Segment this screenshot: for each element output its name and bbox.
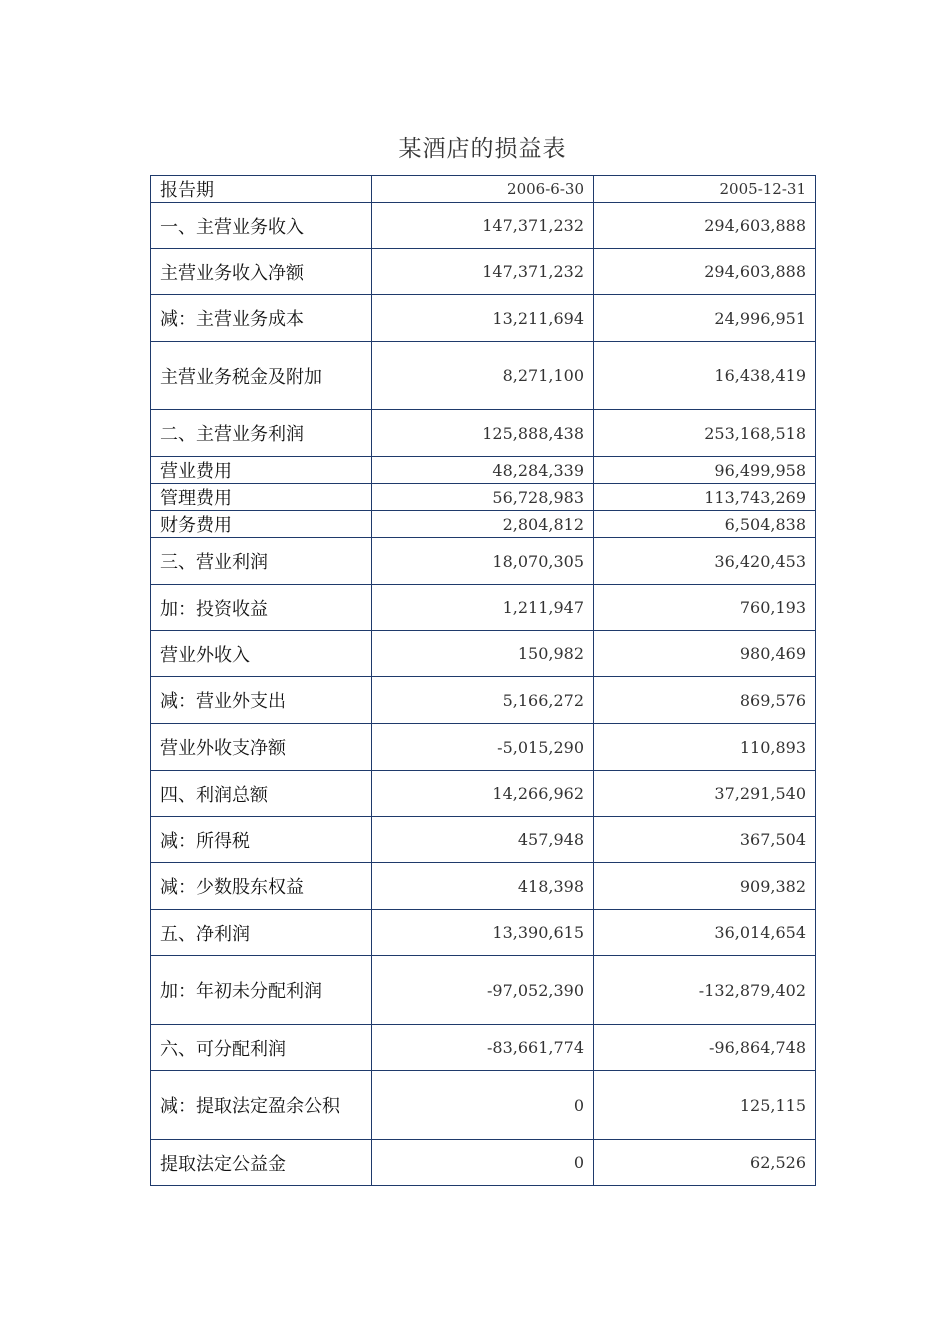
row-value-2006: 1,211,947 [372,585,594,631]
row-value-2005: 869,576 [594,677,816,724]
row-value-2006: 0 [372,1071,594,1140]
row-label: 三、营业利润 [151,538,372,585]
row-value-2005: 125,115 [594,1071,816,1140]
row-value-2005: 760,193 [594,585,816,631]
table-row [151,410,816,457]
row-value-2005: 36,420,453 [594,538,816,585]
row-value-2005: 36,014,654 [594,910,816,956]
row-value-2006: 8,271,100 [372,342,594,410]
row-value-2005: 113,743,269 [594,484,816,511]
header-date-2006: 2006-6-30 [372,176,594,203]
row-value-2006: 13,211,694 [372,295,594,342]
row-value-2005: 980,469 [594,631,816,677]
row-value-2006: 147,371,232 [372,203,594,249]
row-label: 四、利润总额 [151,771,372,817]
row-value-2006: 0 [372,1140,594,1186]
table-row [151,585,816,631]
row-value-2006: 147,371,232 [372,249,594,295]
row-value-2005: -132,879,402 [594,956,816,1025]
table-row [151,863,816,910]
row-label: 减：提取法定盈余公积 [151,1071,372,1140]
row-value-2006: 150,982 [372,631,594,677]
table-row [151,817,816,863]
row-value-2005: 294,603,888 [594,203,816,249]
row-label: 提取法定公益金 [151,1140,372,1186]
row-value-2005: 909,382 [594,863,816,910]
row-value-2005: 253,168,518 [594,410,816,457]
row-value-2005: 24,996,951 [594,295,816,342]
table-row [151,631,816,677]
table-row [151,910,816,956]
row-value-2005: 294,603,888 [594,249,816,295]
table-row [151,295,816,342]
table-row [151,203,816,249]
row-label: 营业外收支净额 [151,724,372,771]
table-row [151,1025,816,1071]
table-row [151,511,816,538]
row-value-2005: -96,864,748 [594,1025,816,1071]
row-label: 五、净利润 [151,910,372,956]
table-header-row [151,176,816,203]
row-value-2006: 2,804,812 [372,511,594,538]
row-label: 减：所得税 [151,817,372,863]
header-period-label: 报告期 [151,176,372,203]
row-value-2006: 457,948 [372,817,594,863]
row-value-2005: 37,291,540 [594,771,816,817]
row-value-2006: 14,266,962 [372,771,594,817]
row-value-2006: 5,166,272 [372,677,594,724]
row-label: 主营业务税金及附加 [151,342,372,410]
row-value-2006: -97,052,390 [372,956,594,1025]
row-label: 加：年初未分配利润 [151,956,372,1025]
row-value-2005: 367,504 [594,817,816,863]
table-row [151,771,816,817]
row-value-2006: 13,390,615 [372,910,594,956]
row-label: 营业费用 [151,457,372,484]
row-label: 二、主营业务利润 [151,410,372,457]
table-row [151,1071,816,1140]
row-label: 加：投资收益 [151,585,372,631]
table-row [151,724,816,771]
table-row [151,457,816,484]
table-row [151,249,816,295]
row-label: 营业外收入 [151,631,372,677]
income-statement-table [150,175,816,1186]
row-value-2006: 56,728,983 [372,484,594,511]
table-row [151,538,816,585]
table-row [151,677,816,724]
row-value-2006: 18,070,305 [372,538,594,585]
row-value-2006: 125,888,438 [372,410,594,457]
row-label: 财务费用 [151,511,372,538]
row-label: 减：营业外支出 [151,677,372,724]
row-value-2006: 418,398 [372,863,594,910]
table-row [151,956,816,1025]
row-value-2006: 48,284,339 [372,457,594,484]
row-label: 主营业务收入净额 [151,249,372,295]
row-label: 减：主营业务成本 [151,295,372,342]
table-row [151,1140,816,1186]
row-value-2005: 16,438,419 [594,342,816,410]
row-value-2006: -83,661,774 [372,1025,594,1071]
row-value-2005: 62,526 [594,1140,816,1186]
row-label: 减：少数股东权益 [151,863,372,910]
row-value-2005: 6,504,838 [594,511,816,538]
report-title: 某酒店的损益表 [398,136,567,162]
row-label: 管理费用 [151,484,372,511]
row-value-2005: 96,499,958 [594,457,816,484]
table-row [151,342,816,410]
table-row [151,484,816,511]
header-date-2005: 2005-12-31 [594,176,816,203]
row-label: 六、可分配利润 [151,1025,372,1071]
row-value-2006: -5,015,290 [372,724,594,771]
row-value-2005: 110,893 [594,724,816,771]
row-label: 一、主营业务收入 [151,203,372,249]
